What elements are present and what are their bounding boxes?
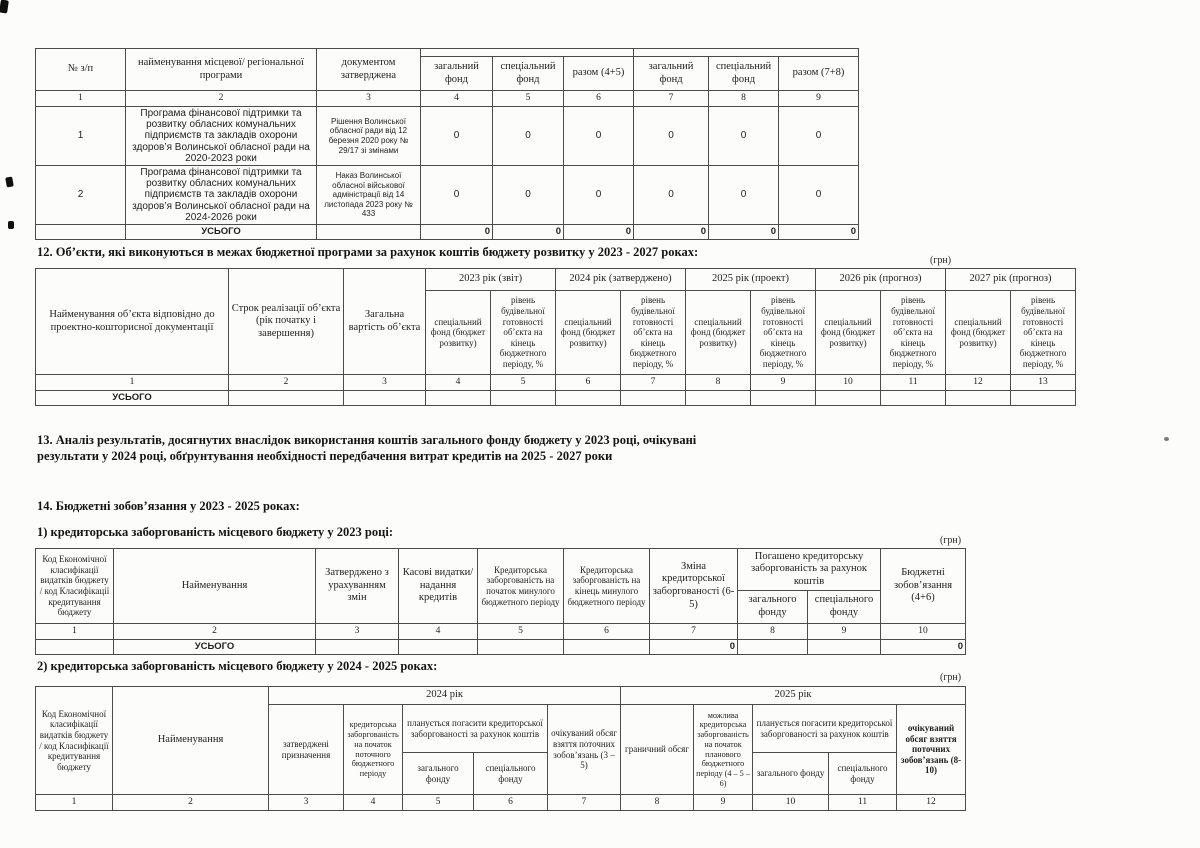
header-cell-code: Код Економічної класифікації видатків бюджету / код Класифікації кредитування бюджету: [36, 549, 114, 624]
header-cell-change: Зміна кредиторської заборгованості (6-5): [650, 549, 738, 624]
header-cell-repay-group-2025: планується погасити кредиторської заборгованості за рахунок коштів: [753, 705, 897, 753]
numbering-cell: 10: [881, 624, 966, 640]
value-cell: 0: [634, 165, 709, 224]
header-cell-year-2023: 2023 рік (звіт): [426, 269, 556, 291]
numbering-cell: 12: [897, 795, 966, 811]
numbering-cell: 3: [269, 795, 344, 811]
empty-cell: [344, 391, 426, 406]
header-cell-number: № з/п: [36, 49, 126, 91]
empty-cell: [738, 640, 808, 655]
total-obligations-cell: 0: [881, 640, 966, 655]
header-cell-document: документом затверджена: [317, 49, 421, 91]
header-cell-limit: граничний обсяг: [621, 705, 694, 795]
row-number-cell: 1: [36, 107, 126, 166]
numbering-cell: 4: [399, 624, 478, 640]
empty-cell: [564, 640, 650, 655]
numbering-cell: 10: [816, 375, 881, 391]
numbering-cell: 9: [779, 91, 859, 107]
numbering-cell: 8: [709, 91, 779, 107]
header-cell-special-fund: спеціального фонду: [829, 753, 897, 795]
empty-cell: [399, 640, 478, 655]
creditor-debt-2024-2025-table: [35, 686, 966, 811]
total-row: [36, 640, 966, 655]
numbering-cell: 2: [114, 624, 316, 640]
header-cell-special-fund: спеціальний фонд (бюджет розвитку): [556, 291, 621, 375]
column-numbering-row: [36, 795, 966, 811]
empty-cell: [316, 640, 399, 655]
program-name-cell: Програма фінансової підтримки та розвитку обласних комунальних підприємств та закладів охорони здоров’я Волинської обласної ради на 2020-2023 роки: [126, 107, 317, 166]
total-change-cell: 0: [650, 640, 738, 655]
empty-cell: [686, 391, 751, 406]
numbering-cell: 2: [126, 91, 317, 107]
header-cell-term: Строк реалізації об’єкта (рік початку і завершення): [229, 269, 344, 375]
total-label-cell: УСЬОГО: [114, 640, 316, 655]
numbering-cell: 4: [421, 91, 493, 107]
total-value-cell: 0: [709, 224, 779, 239]
header-cell-general-fund: загальний фонд: [634, 57, 709, 91]
header-cell-special-fund: спеціальний фонд (бюджет розвитку): [426, 291, 491, 375]
header-cell-readiness: рівень будівельної готовності об’єкта на кінець бюджетного періоду, %: [491, 291, 556, 375]
header-cell-cash: Касові видатки/ надання кредитів: [399, 549, 478, 624]
header-cell-repaid-group: Погашено кредиторську заборгованість за рахунок коштів: [738, 549, 881, 591]
numbering-cell: 11: [881, 375, 946, 391]
header-cell-special-fund: спеціального фонду: [474, 753, 548, 795]
header-cell-special-fund: спеціальний фонд: [493, 57, 564, 91]
numbering-cell: 5: [493, 91, 564, 107]
table-row: [36, 107, 859, 166]
numbering-cell: 12: [946, 375, 1011, 391]
header-cell-general-fund: загального фонду: [738, 591, 808, 624]
empty-cell: [816, 391, 881, 406]
numbering-cell: 7: [634, 91, 709, 107]
currency-note: (грн): [940, 672, 962, 683]
numbering-cell: 5: [403, 795, 474, 811]
header-cell-special-fund: спеціального фонду: [808, 591, 881, 624]
row-number-cell: 2: [36, 165, 126, 224]
empty-cell: [36, 224, 126, 239]
empty-cell: [478, 640, 564, 655]
header-cell-year-2027: 2027 рік (прогноз): [946, 269, 1076, 291]
scan-artifact: [1164, 437, 1169, 441]
numbering-cell: 7: [650, 624, 738, 640]
total-value-cell: 0: [421, 224, 493, 239]
numbering-cell: 7: [548, 795, 621, 811]
empty-cell: [229, 391, 344, 406]
header-cell-year-2025: 2025 рік (проект): [686, 269, 816, 291]
numbering-cell: 8: [686, 375, 751, 391]
document-cell: Рішення Волинської обласної ради від 12 березня 2020 року № 29/17 зі змінами: [317, 107, 421, 166]
table-header-row: [36, 549, 966, 591]
header-cell-object-name: Найменування об’єкта відповідно до проектно-кошторисної документації: [36, 269, 229, 375]
numbering-cell: 1: [36, 91, 126, 107]
empty-cell: [751, 391, 816, 406]
section-14-title: 14. Бюджетні зобов’язання у 2023 - 2025 роках:: [37, 499, 300, 513]
header-cell-readiness: рівень будівельної готовності об’єкта на кінець бюджетного періоду, %: [881, 291, 946, 375]
header-cell-name: Найменування: [113, 687, 269, 795]
empty-cell: [491, 391, 556, 406]
scan-artifact: [5, 176, 14, 187]
header-cell-expected-2024: очікуваний обсяг взяття поточних зобов’язань (3 – 5): [548, 705, 621, 795]
header-cell-program-name: найменування місцевої/ регіональної програми: [126, 49, 317, 91]
program-name-cell: Програма фінансової підтримки та розвитку обласних комунальних підприємств та закладів охорони здоров’я Волинської обласної ради на 2024-2026 роки: [126, 165, 317, 224]
table-header-row: [36, 269, 1076, 291]
numbering-cell: 4: [426, 375, 491, 391]
value-cell: 0: [709, 107, 779, 166]
scan-artifact: [8, 221, 14, 229]
scan-artifact: [0, 0, 9, 13]
value-cell: 0: [493, 107, 564, 166]
empty-cell: [1011, 391, 1076, 406]
value-cell: 0: [779, 107, 859, 166]
currency-note: (грн): [940, 535, 962, 546]
development-objects-table: [35, 268, 1076, 406]
value-cell: 0: [564, 107, 634, 166]
total-label-cell: УСЬОГО: [126, 224, 317, 239]
header-cell-readiness: рівень будівельної готовності об’єкта на кінець бюджетного періоду, %: [751, 291, 816, 375]
value-cell: 0: [493, 165, 564, 224]
header-cell-code: Код Економічної класифікації видатків бюджету / код Класифікації кредитування бюджету: [36, 687, 113, 795]
table-row: [36, 165, 859, 224]
numbering-cell: 5: [478, 624, 564, 640]
table-header-row: [36, 687, 966, 705]
header-cell-approved: Затверджено з урахуванням змін: [316, 549, 399, 624]
total-value-cell: 0: [564, 224, 634, 239]
numbering-cell: 2: [113, 795, 269, 811]
header-cell-total-cost: Загальна вартість об’єкта: [344, 269, 426, 375]
header-cell-name: Найменування: [114, 549, 316, 624]
column-numbering-row: [36, 375, 1076, 391]
header-cell-special-fund: спеціальний фонд (бюджет розвитку): [686, 291, 751, 375]
value-cell: 0: [634, 107, 709, 166]
programs-table: [35, 48, 859, 240]
value-cell: 0: [779, 165, 859, 224]
header-cell-year-2024: 2024 рік: [269, 687, 621, 705]
empty-cell: [946, 391, 1011, 406]
header-cell-year-2025: 2025 рік: [621, 687, 966, 705]
currency-note: (грн): [930, 255, 952, 266]
empty-cell: [808, 640, 881, 655]
header-cell-possible-debt: можлива кредиторська заборгованість на початок планового бюджетного періоду (4 – 5 – 6): [694, 705, 753, 795]
header-cell-debt-start: кредиторська заборгованість на початок поточного бюджетного періоду: [344, 705, 403, 795]
header-cell-total-7-8: разом (7+8): [779, 57, 859, 91]
numbering-cell: 6: [564, 624, 650, 640]
header-cell-year-2026: 2026 рік (прогноз): [816, 269, 946, 291]
total-row: [36, 224, 859, 239]
empty-cell: [36, 640, 114, 655]
numbering-cell: 2: [229, 375, 344, 391]
numbering-cell: 3: [316, 624, 399, 640]
header-cell-expected-2025: очікуваний обсяг взяття поточних зобов’язань (8-10): [897, 705, 966, 795]
header-cell-repay-group-2024: планується погасити кредиторської заборгованості за рахунок коштів: [403, 705, 548, 753]
numbering-cell: 6: [556, 375, 621, 391]
numbering-cell: 4: [344, 795, 403, 811]
numbering-cell: 6: [564, 91, 634, 107]
total-label-cell: УСЬОГО: [36, 391, 229, 406]
total-row: [36, 391, 1076, 406]
empty-cell: [881, 391, 946, 406]
header-cell-debt-start: Кредиторська заборгованість на початок минулого бюджетного періоду: [478, 549, 564, 624]
empty-cell: [621, 391, 686, 406]
creditor-debt-2023-table: [35, 548, 966, 655]
header-cell-debt-end: Кредиторська заборгованість на кінець минулого бюджетного періоду: [564, 549, 650, 624]
numbering-cell: 5: [491, 375, 556, 391]
cut-header-strip: [634, 49, 859, 57]
header-cell-obligations: Бюджетні зобов’язання (4+6): [881, 549, 966, 624]
column-numbering-row: [36, 91, 859, 107]
header-cell-approved: затверджені призначення: [269, 705, 344, 795]
numbering-cell: 9: [808, 624, 881, 640]
document-cell: Наказ Волинської обласної військової адміністрації від 14 листопада 2023 року № 433: [317, 165, 421, 224]
numbering-cell: 9: [751, 375, 816, 391]
numbering-cell: 9: [694, 795, 753, 811]
column-numbering-row: [36, 624, 966, 640]
section-14-sub1-title: 1) кредиторська заборгованість місцевого бюджету у 2023 році:: [37, 525, 393, 539]
numbering-cell: 3: [317, 91, 421, 107]
value-cell: 0: [709, 165, 779, 224]
empty-cell: [317, 224, 421, 239]
value-cell: 0: [421, 107, 493, 166]
header-cell-general-fund: загальний фонд: [421, 57, 493, 91]
header-cell-special-fund: спеціальний фонд (бюджет розвитку): [816, 291, 881, 375]
cut-header-strip: [421, 49, 634, 57]
numbering-cell: 13: [1011, 375, 1076, 391]
header-cell-general-fund: загального фонду: [753, 753, 829, 795]
empty-cell: [556, 391, 621, 406]
header-cell-readiness: рівень будівельної готовності об’єкта на кінець бюджетного періоду, %: [621, 291, 686, 375]
section-12-title: 12. Об’єкти, які виконуються в межах бюджетної програми за рахунок коштів бюджету розвитку у 2023 - 2027 роках:: [37, 245, 699, 259]
total-value-cell: 0: [634, 224, 709, 239]
numbering-cell: 1: [36, 375, 229, 391]
numbering-cell: 8: [738, 624, 808, 640]
section-13-text: 13. Аналіз результатів, досягнутих внаслідок використання коштів загального фонду бюджету у 2023 році, очікувані результати у 2024 році, обґрунтування необхідності передбачення витрат кредитів на 2025 - 2027 роки: [37, 433, 697, 464]
section-14-sub2-title: 2) кредиторська заборгованість місцевого бюджету у 2024 - 2025 роках:: [37, 659, 438, 673]
header-cell-special-fund: спеціальний фонд: [709, 57, 779, 91]
table-header-row: [36, 49, 859, 57]
numbering-cell: 1: [36, 624, 114, 640]
numbering-cell: 1: [36, 795, 113, 811]
empty-cell: [426, 391, 491, 406]
header-cell-total-4-5: разом (4+5): [564, 57, 634, 91]
value-cell: 0: [421, 165, 493, 224]
numbering-cell: 10: [753, 795, 829, 811]
numbering-cell: 3: [344, 375, 426, 391]
numbering-cell: 8: [621, 795, 694, 811]
total-value-cell: 0: [493, 224, 564, 239]
total-value-cell: 0: [779, 224, 859, 239]
value-cell: 0: [564, 165, 634, 224]
header-cell-special-fund: спеціальний фонд (бюджет розвитку): [946, 291, 1011, 375]
header-cell-general-fund: загального фонду: [403, 753, 474, 795]
numbering-cell: 6: [474, 795, 548, 811]
numbering-cell: 7: [621, 375, 686, 391]
header-cell-year-2024: 2024 рік (затверджено): [556, 269, 686, 291]
header-cell-readiness: рівень будівельної готовності об’єкта на кінець бюджетного періоду, %: [1011, 291, 1076, 375]
numbering-cell: 11: [829, 795, 897, 811]
